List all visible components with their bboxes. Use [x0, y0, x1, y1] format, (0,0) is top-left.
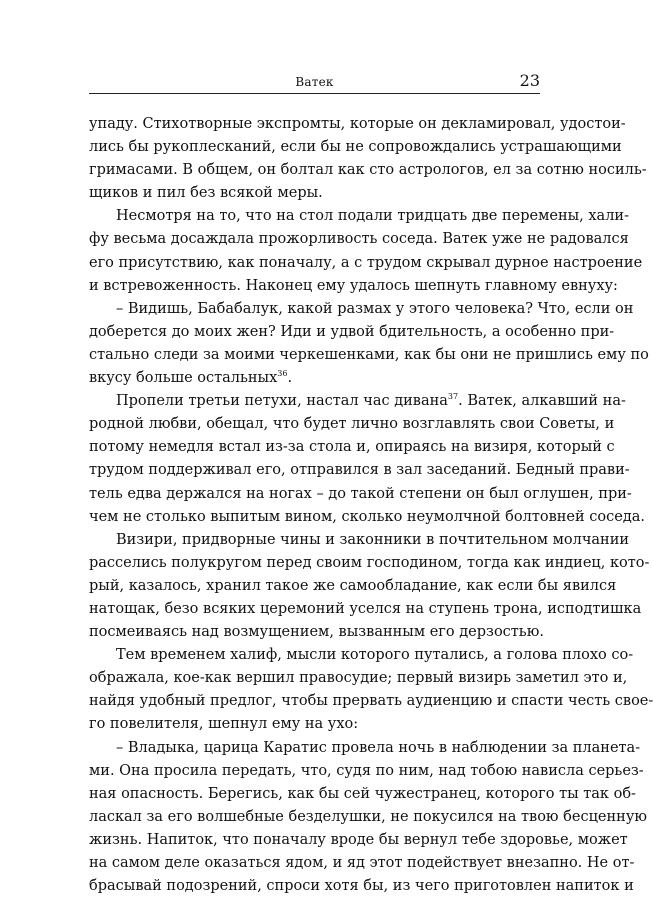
text-line: родной любви, обещал, что будет лично возглавлять свои Советы, и: [89, 416, 615, 433]
text-line: на самом деле оказаться ядом, и яд этот подействует внезапно. Не от-: [89, 855, 635, 871]
text-line: Визири, придворные чины и законники в почтительном молчании: [116, 531, 630, 548]
header-rule: [89, 93, 540, 94]
text-line: его присутствию, как поначалу, а с трудом скрывал дурное настроение: [89, 254, 643, 271]
text-line: ображала, кое-как вершил правосудие; первый визирь заметил это и,: [89, 670, 628, 687]
text-line: ми. Она просила передать, что, судя по ним, над тобою нависла серьез-: [89, 762, 644, 779]
text-line: тель едва держался на ногах – до такой степени он был оглушен, при-: [89, 485, 632, 502]
text-line: посмеиваясь над возмущением, вызванным его дерзостью.: [89, 624, 544, 641]
text-line: – Видишь, Бабабалук, какой размах у этого человека? Что, если он: [116, 300, 634, 317]
text-line: ласкал за его волшебные безделушки, не покусился на твою бесценную: [89, 808, 647, 825]
text-line-part: вкусу больше остальных: [89, 370, 278, 387]
text-line: – Владыка, царица Каратис провела ночь в наблюдении за планета-: [116, 739, 641, 756]
text-line: трудом поддерживал его, отправился в зал заседаний. Бедный прави-: [89, 462, 630, 479]
book-page: [89, 0, 653, 895]
text-line: Тем временем халиф, мысли которого путались, а голова плохо со-: [116, 647, 634, 664]
text-line: потому немедля встал из-за стола и, опираясь на визиря, который с: [89, 439, 615, 456]
text-line-part: . Ватек, алкавший на-: [458, 393, 626, 410]
running-header: [89, 71, 540, 91]
text-line: упаду. Стихотворные экспромты, которые он декламировал, удостои-: [89, 116, 626, 132]
text-line: вкусу больше остальных$^{36}$.: [89, 369, 293, 387]
text-line: расселись полукругом перед своим господином, тогда как индиец, кото-: [89, 554, 650, 571]
text-line-part: Пропели третьи петухи, настал час дивана: [116, 393, 448, 410]
text-line: найдя удобный предлог, чтобы прервать аудиенцию и спасти честь свое-: [89, 693, 653, 710]
text-line: рый, казалось, хранил такое же самообладание, как если бы явился: [89, 577, 617, 594]
text-line: фу весьма досаждала прожорливость соседа. Ватек уже не радовался: [89, 231, 629, 248]
footnote-ref[interactable]: 37: [447, 392, 459, 402]
body-text: [89, 113, 653, 898]
text-line: стально следи за моими черкешенками, как бы они не пришлись ему по: [89, 346, 649, 363]
text-line: ная опасность. Берегись, как бы сей чужестранец, которого ты так об-: [89, 785, 636, 802]
text-line: натощак, безо всяких церемоний уселся на ступень трона, исподтишка: [89, 600, 642, 617]
text-line: жизнь. Напиток, что поначалу вроде бы вернул тебе здоровье, может: [89, 831, 628, 848]
page-number: 23: [519, 71, 540, 90]
text-line: и встревоженность. Наконец ему удалось шепнуть главному евнуху:: [89, 277, 618, 294]
text-line: чем не столько выпитым вином, сколько неумолчной болтовней соседа.: [89, 508, 645, 525]
text-line: гримасами. В общем, он болтал как сто астрологов, ел за сотню носиль-: [89, 162, 647, 179]
text-line: го повелителя, шепнул ему на ухо:: [89, 716, 359, 733]
text-line: [89, 390, 626, 413]
text-line: щиков и пил без всякой меры.: [89, 185, 323, 202]
text-line: Несмотря на то, что на стол подали тридцать две перемены, хали-: [116, 208, 629, 225]
footnote-ref[interactable]: 36: [277, 369, 288, 379]
text-line: брасывай подозрений, спроси хотя бы, из чего приготовлен напиток и: [89, 878, 634, 895]
text-line: доберется до моих жен? Иди и удвой бдительность, а особенно при-: [89, 323, 615, 340]
running-title: Ватек: [295, 75, 334, 89]
text-line: лись бы рукоплесканий, если бы не сопровождались устрашающими: [89, 139, 622, 156]
